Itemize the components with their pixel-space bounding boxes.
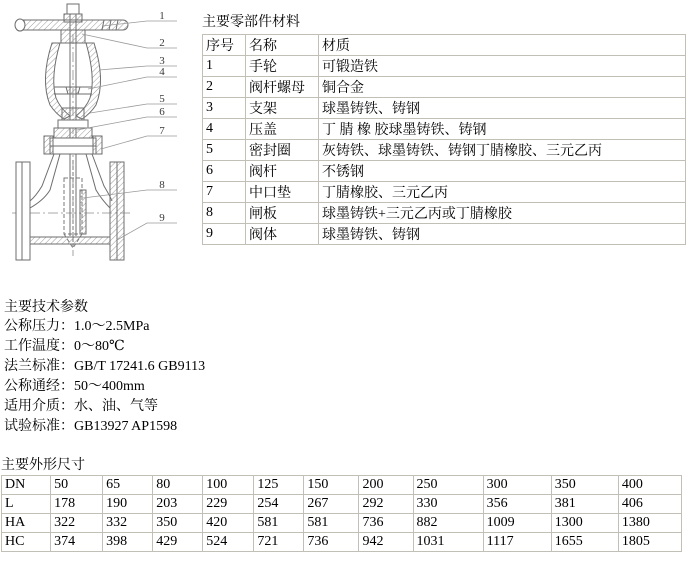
table-cell: 356 bbox=[483, 495, 551, 514]
dimensions-table bbox=[1, 475, 682, 552]
table-cell: 398 bbox=[103, 533, 153, 552]
table-cell: 229 bbox=[203, 495, 254, 514]
table-cell: 292 bbox=[359, 495, 413, 514]
table-cell: 50 bbox=[51, 476, 103, 495]
seat-ring bbox=[80, 190, 86, 234]
tech-params-section bbox=[4, 299, 205, 437]
dimensions-section bbox=[1, 457, 687, 552]
table-row bbox=[2, 476, 682, 495]
table-cell: 350 bbox=[551, 476, 618, 495]
gate-valve-cross-section bbox=[0, 0, 200, 270]
table-cell: 1031 bbox=[413, 533, 483, 552]
header-name: 名称 bbox=[246, 35, 319, 56]
table-cell: 125 bbox=[254, 476, 304, 495]
header-material: 材质 bbox=[319, 35, 686, 56]
callout-1: 1 bbox=[159, 10, 165, 22]
table-cell: 254 bbox=[254, 495, 304, 514]
table-cell: 9 bbox=[203, 224, 246, 245]
table-cell: 736 bbox=[304, 533, 359, 552]
table-row bbox=[2, 533, 682, 552]
table-row bbox=[2, 514, 682, 533]
tech-param-line-pressure: 公称压力：1.0～2.5MPa bbox=[4, 319, 150, 334]
table-cell: 1 bbox=[203, 56, 246, 77]
callout-7: 7 bbox=[159, 125, 165, 137]
valve-body bbox=[30, 154, 112, 244]
table-cell: 球墨铸铁、铸钢 bbox=[319, 224, 686, 245]
table-cell: 2 bbox=[203, 77, 246, 98]
table-cell: 420 bbox=[203, 514, 254, 533]
yoke-plate bbox=[54, 87, 92, 94]
bonnet-joint bbox=[44, 136, 102, 154]
table-row bbox=[203, 98, 686, 119]
table-row bbox=[203, 203, 686, 224]
table-cell: HA bbox=[2, 514, 51, 533]
table-cell: 1009 bbox=[483, 514, 551, 533]
table-cell: 球墨铸铁、铸钢 bbox=[319, 98, 686, 119]
callout-8: 8 bbox=[159, 179, 165, 191]
left-pipe-flange bbox=[16, 162, 30, 260]
table-cell: 中口垫 bbox=[246, 182, 319, 203]
table-cell: 1655 bbox=[551, 533, 618, 552]
table-cell: 524 bbox=[203, 533, 254, 552]
table-row bbox=[203, 56, 686, 77]
table-cell: 300 bbox=[483, 476, 551, 495]
table-cell: 3 bbox=[203, 98, 246, 119]
materials-section bbox=[202, 14, 686, 245]
table-cell: 400 bbox=[618, 476, 681, 495]
tech-param-line-flange-std: 法兰标准：GB/T 17241.6 GB9113 bbox=[4, 359, 206, 374]
table-cell: 6 bbox=[203, 161, 246, 182]
table-cell: 65 bbox=[103, 476, 153, 495]
table-cell: 丁 腈 橡 胶球墨铸铁、铸钢 bbox=[319, 119, 686, 140]
tech-param-line-media: 适用介质：水、油、气等 bbox=[4, 399, 158, 414]
callout-4: 4 bbox=[159, 66, 165, 78]
table-cell: 150 bbox=[304, 476, 359, 495]
table-cell: 882 bbox=[413, 514, 483, 533]
table-cell: 350 bbox=[153, 514, 203, 533]
table-cell: 178 bbox=[51, 495, 103, 514]
table-cell: 8 bbox=[203, 203, 246, 224]
table-cell: 942 bbox=[359, 533, 413, 552]
callout-numbers bbox=[159, 10, 165, 224]
tech-param-line-temperature: 工作温度：0～80℃ bbox=[4, 339, 125, 354]
table-cell: 267 bbox=[304, 495, 359, 514]
table-cell: 1380 bbox=[618, 514, 681, 533]
table-row bbox=[203, 119, 686, 140]
materials-table bbox=[202, 34, 686, 245]
table-cell: 736 bbox=[359, 514, 413, 533]
callout-3: 3 bbox=[159, 55, 165, 67]
table-cell: 7 bbox=[203, 182, 246, 203]
handwheel bbox=[15, 19, 128, 43]
table-cell: 1805 bbox=[618, 533, 681, 552]
table-row bbox=[203, 161, 686, 182]
table-cell: 球墨铸铁+三元乙丙或丁腈橡胶 bbox=[319, 203, 686, 224]
table-cell: 80 bbox=[153, 476, 203, 495]
table-cell: 200 bbox=[359, 476, 413, 495]
table-cell: 203 bbox=[153, 495, 203, 514]
table-cell: 阀体 bbox=[246, 224, 319, 245]
table-cell: 阀杆 bbox=[246, 161, 319, 182]
table-cell: 丁腈橡胶、三元乙丙 bbox=[319, 182, 686, 203]
callout-2: 2 bbox=[159, 37, 165, 49]
table-cell: 322 bbox=[51, 514, 103, 533]
table-cell: 100 bbox=[203, 476, 254, 495]
dimensions-title: 主要外形尺寸 bbox=[1, 458, 85, 473]
table-cell: 铜合金 bbox=[319, 77, 686, 98]
right-pipe-flange bbox=[110, 162, 124, 260]
table-cell: 381 bbox=[551, 495, 618, 514]
table-cell: 可锻造铁 bbox=[319, 56, 686, 77]
table-cell: 1117 bbox=[483, 533, 551, 552]
table-cell: 250 bbox=[413, 476, 483, 495]
table-cell: 332 bbox=[103, 514, 153, 533]
table-cell: 190 bbox=[103, 495, 153, 514]
table-cell: 阀杆螺母 bbox=[246, 77, 319, 98]
gate-disc bbox=[64, 160, 82, 248]
table-cell: 闸板 bbox=[246, 203, 319, 224]
table-cell: L bbox=[2, 495, 51, 514]
table-cell: 手轮 bbox=[246, 56, 319, 77]
table-row bbox=[2, 495, 682, 514]
table-cell: 581 bbox=[304, 514, 359, 533]
tech-params-title: 主要技术参数 bbox=[4, 300, 88, 315]
dimensions-table-body bbox=[2, 476, 682, 552]
table-cell: 不锈钢 bbox=[319, 161, 686, 182]
table-cell: 1300 bbox=[551, 514, 618, 533]
table-row bbox=[203, 182, 686, 203]
table-row bbox=[203, 77, 686, 98]
table-cell: 374 bbox=[51, 533, 103, 552]
table-cell: 5 bbox=[203, 140, 246, 161]
table-cell: 灰铸铁、球墨铸铁、铸钢丁腈橡胶、三元乙丙 bbox=[319, 140, 686, 161]
tech-param-line-diameter: 公称通经：50～400mm bbox=[4, 379, 145, 394]
callout-9: 9 bbox=[159, 212, 165, 224]
table-row bbox=[203, 140, 686, 161]
tech-param-line-test-std: 试验标准：GB13927 AP1598 bbox=[4, 419, 178, 434]
materials-header-row bbox=[203, 35, 686, 56]
table-cell: DN bbox=[2, 476, 51, 495]
valve-drawing bbox=[0, 0, 200, 270]
table-cell: 4 bbox=[203, 119, 246, 140]
table-cell: 429 bbox=[153, 533, 203, 552]
table-cell: 330 bbox=[413, 495, 483, 514]
table-cell: 721 bbox=[254, 533, 304, 552]
table-cell: 581 bbox=[254, 514, 304, 533]
materials-title: 主要零部件材料 bbox=[202, 15, 300, 30]
table-cell: 密封圈 bbox=[246, 140, 319, 161]
table-cell: HC bbox=[2, 533, 51, 552]
table-cell: 406 bbox=[618, 495, 681, 514]
table-cell: 支架 bbox=[246, 98, 319, 119]
header-index: 序号 bbox=[203, 35, 246, 56]
callout-5: 5 bbox=[159, 93, 165, 105]
table-cell: 压盖 bbox=[246, 119, 319, 140]
callout-6: 6 bbox=[159, 106, 165, 118]
materials-table-body bbox=[203, 56, 686, 245]
table-row bbox=[203, 224, 686, 245]
